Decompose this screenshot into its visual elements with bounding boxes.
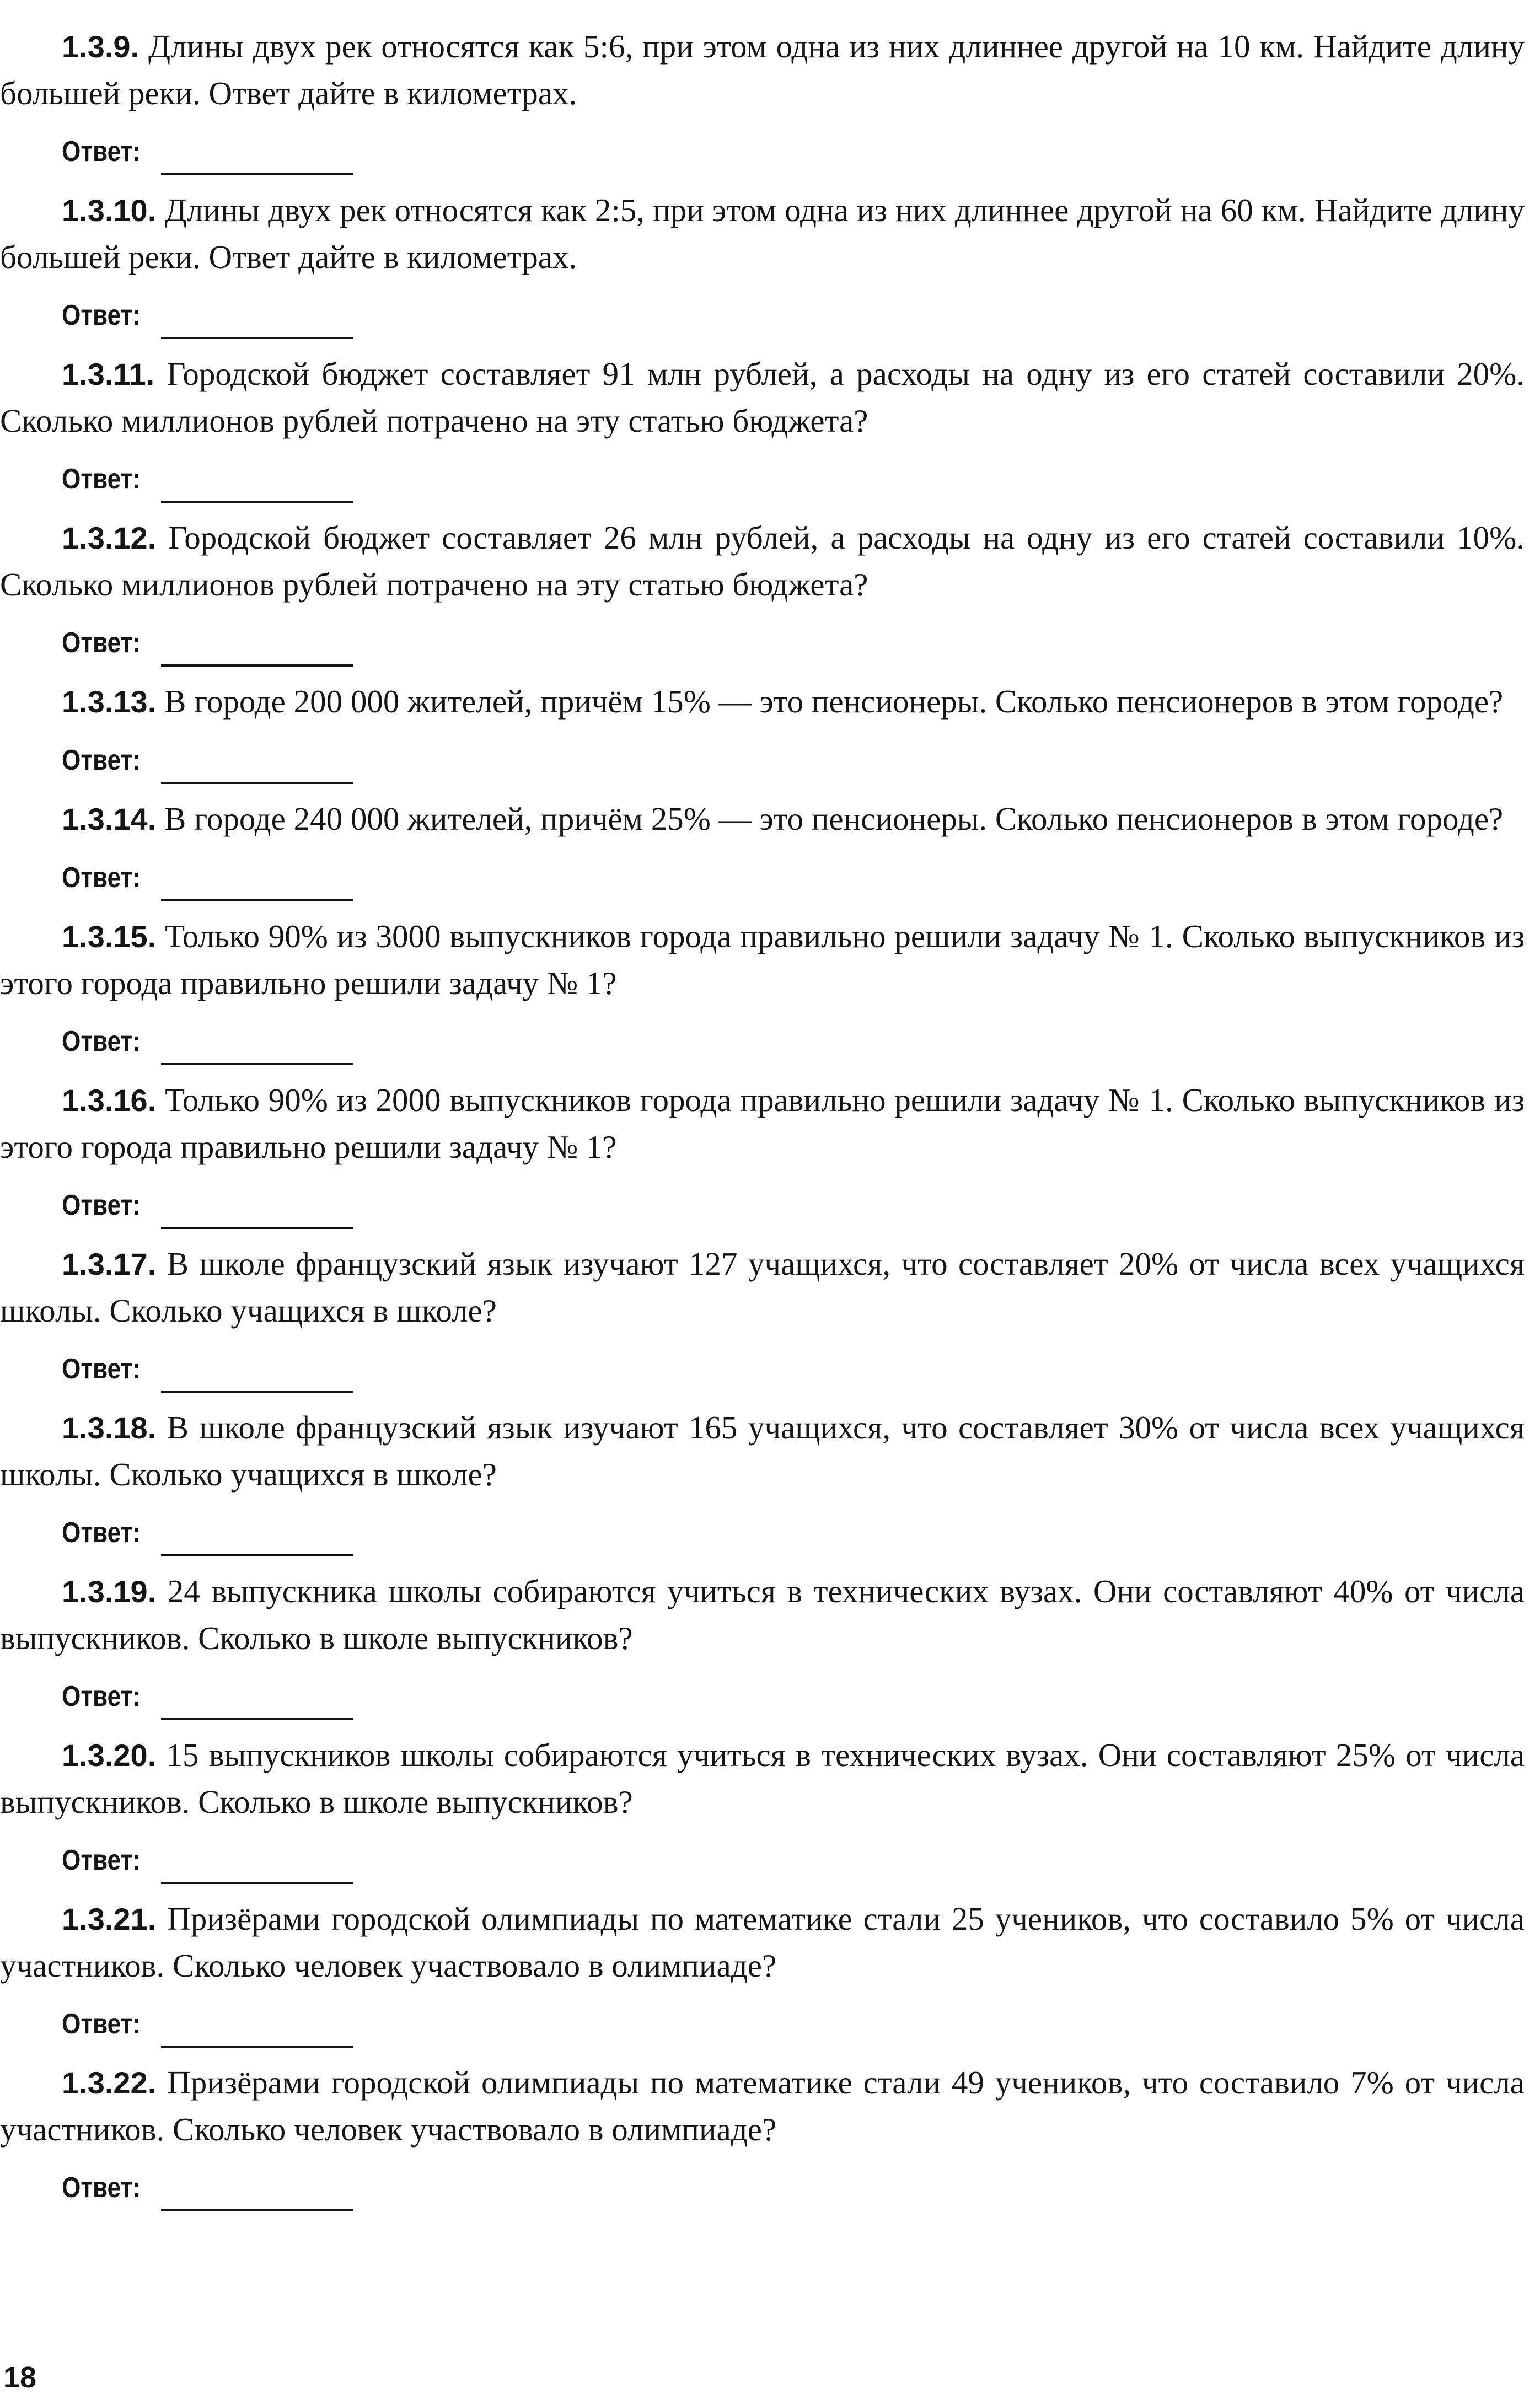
answer-blank[interactable] bbox=[161, 664, 353, 667]
answer-blank[interactable] bbox=[161, 1718, 353, 1720]
problem-text bbox=[0, 678, 1525, 725]
problem-text bbox=[0, 913, 1525, 1006]
problem-number: 1.3.19. bbox=[62, 1574, 157, 1609]
problem-list bbox=[0, 23, 1525, 2223]
problem-statement: В городе 240 000 жителей, причём 25% — это пенсионеры. Сколько пенсионеров в этом городе? bbox=[164, 801, 1504, 837]
page-number: 18 bbox=[3, 2361, 37, 2394]
problem-number: 1.3.22. bbox=[62, 2065, 157, 2100]
answer-label: Ответ: bbox=[62, 627, 141, 659]
answer-blank[interactable] bbox=[161, 1882, 353, 1884]
problem-statement: Городской бюджет составляет 91 млн рублей, а расходы на одну из его статей составили 20%. Сколько миллионов рублей потрачено на эту статью бюджета? bbox=[0, 356, 1525, 439]
answer-row bbox=[0, 842, 1525, 913]
problem-text bbox=[0, 514, 1525, 608]
problem-statement: 15 выпускников школы собираются учиться в технических вузах. Они составляют 25% от числа выпускников. Сколько в школе выпускников? bbox=[0, 1737, 1525, 1820]
answer-row bbox=[0, 1661, 1525, 1732]
problem-number: 1.3.10. bbox=[62, 193, 157, 228]
problem-1-3-22 bbox=[0, 2059, 1525, 2223]
problem-statement: В школе французский язык изучают 127 учащихся, что составляет 20% от числа всех учащихся школы. Сколько учащихся в школе? bbox=[0, 1246, 1525, 1329]
problem-1-3-19 bbox=[0, 1568, 1525, 1732]
answer-row bbox=[0, 444, 1525, 514]
problem-number: 1.3.12. bbox=[62, 520, 157, 555]
problem-1-3-16 bbox=[0, 1077, 1525, 1241]
problem-text bbox=[0, 1568, 1525, 1661]
problem-number: 1.3.9. bbox=[62, 29, 139, 64]
problem-statement: Городской бюджет составляет 26 млн рублей, а расходы на одну из его статей составили 10%. Сколько миллионов рублей потрачено на эту статью бюджета? bbox=[0, 519, 1525, 603]
problem-1-3-20 bbox=[0, 1732, 1525, 1896]
problem-number: 1.3.20. bbox=[62, 1738, 157, 1773]
problem-number: 1.3.13. bbox=[62, 684, 157, 719]
answer-row bbox=[0, 1497, 1525, 1568]
answer-label: Ответ: bbox=[62, 299, 141, 331]
answer-row bbox=[0, 1334, 1525, 1404]
answer-label: Ответ: bbox=[62, 1681, 141, 1713]
problem-text bbox=[0, 23, 1525, 116]
answer-row bbox=[0, 1170, 1525, 1241]
problem-1-3-18 bbox=[0, 1404, 1525, 1568]
answer-label: Ответ: bbox=[62, 2008, 141, 2040]
answer-blank[interactable] bbox=[161, 337, 353, 339]
answer-label: Ответ: bbox=[62, 1353, 141, 1385]
answer-label: Ответ: bbox=[62, 2172, 141, 2204]
problem-number: 1.3.16. bbox=[62, 1083, 157, 1118]
answer-row bbox=[0, 280, 1525, 351]
problem-text bbox=[0, 1077, 1525, 1170]
problem-text bbox=[0, 351, 1525, 444]
answer-row bbox=[0, 116, 1525, 187]
problem-text bbox=[0, 1896, 1525, 1989]
answer-blank[interactable] bbox=[161, 1391, 353, 1393]
answer-row bbox=[0, 1006, 1525, 1077]
answer-blank[interactable] bbox=[161, 501, 353, 503]
problem-statement: В школе французский язык изучают 165 учащихся, что составляет 30% от числа всех учащихся школы. Сколько учащихся в школе? bbox=[0, 1409, 1525, 1493]
problem-text bbox=[0, 1241, 1525, 1334]
answer-label: Ответ: bbox=[62, 1189, 141, 1221]
problem-statement: Длины двух рек относятся как 5:6, при этом одна из них длиннее другой на 10 км. Найдите длину большей реки. Ответ дайте в километрах. bbox=[0, 28, 1525, 111]
problem-statement: Только 90% из 2000 выпускников города правильно решили задачу № 1. Сколько выпускников из этого города правильно решили задачу № 1? bbox=[0, 1082, 1525, 1165]
answer-blank[interactable] bbox=[161, 1554, 353, 1556]
problem-statement: Призёрами городской олимпиады по математике стали 25 учеников, что составило 5% от числа участников. Сколько человек участвовало в олимпиаде? bbox=[0, 1901, 1525, 1984]
problem-1-3-9 bbox=[0, 23, 1525, 187]
problem-number: 1.3.15. bbox=[62, 919, 157, 954]
answer-label: Ответ: bbox=[62, 463, 141, 495]
problem-text bbox=[0, 2059, 1525, 2152]
answer-row bbox=[0, 725, 1525, 796]
problem-text bbox=[0, 1732, 1525, 1825]
answer-row bbox=[0, 1825, 1525, 1896]
problem-number: 1.3.18. bbox=[62, 1410, 157, 1445]
problem-number: 1.3.14. bbox=[62, 802, 157, 836]
problem-text bbox=[0, 187, 1525, 280]
answer-label: Ответ: bbox=[62, 1844, 141, 1876]
answer-blank[interactable] bbox=[161, 2209, 353, 2211]
problem-1-3-11 bbox=[0, 351, 1525, 514]
problem-number: 1.3.11. bbox=[62, 357, 155, 391]
answer-blank[interactable] bbox=[161, 2046, 353, 2048]
problem-text bbox=[0, 796, 1525, 842]
answer-label: Ответ: bbox=[62, 1517, 141, 1549]
problem-number: 1.3.21. bbox=[62, 1902, 157, 1936]
answer-blank[interactable] bbox=[161, 782, 353, 784]
answer-label: Ответ: bbox=[62, 1026, 141, 1057]
answer-label: Ответ: bbox=[62, 136, 141, 168]
problem-statement: Только 90% из 3000 выпускников города правильно решили задачу № 1. Сколько выпускников из этого города правильно решили задачу № 1? bbox=[0, 918, 1525, 1001]
problem-1-3-12 bbox=[0, 514, 1525, 678]
problem-statement: Длины двух рек относятся как 2:5, при этом одна из них длиннее другой на 60 км. Найдите длину большей реки. Ответ дайте в километрах. bbox=[0, 192, 1525, 275]
problem-1-3-15 bbox=[0, 913, 1525, 1077]
problem-statement: В городе 200 000 жителей, причём 15% — это пенсионеры. Сколько пенсионеров в этом городе? bbox=[164, 683, 1504, 720]
answer-blank[interactable] bbox=[161, 173, 353, 175]
problem-statement: Призёрами городской олимпиады по математике стали 49 учеников, что составило 7% от числа участников. Сколько человек участвовало в олимпиаде? bbox=[0, 2064, 1525, 2148]
problem-1-3-17 bbox=[0, 1241, 1525, 1404]
answer-label: Ответ: bbox=[62, 744, 141, 776]
problem-1-3-10 bbox=[0, 187, 1525, 351]
problem-text bbox=[0, 1404, 1525, 1497]
answer-label: Ответ: bbox=[62, 862, 141, 894]
answer-blank[interactable] bbox=[161, 1227, 353, 1229]
answer-blank[interactable] bbox=[161, 899, 353, 901]
problem-1-3-14 bbox=[0, 796, 1525, 913]
answer-row bbox=[0, 608, 1525, 678]
problem-number: 1.3.17. bbox=[62, 1247, 157, 1281]
problem-statement: 24 выпускника школы собираются учиться в технических вузах. Они составляют 40% от числа выпускников. Сколько в школе выпускников? bbox=[0, 1573, 1525, 1656]
answer-row bbox=[0, 2152, 1525, 2223]
problem-1-3-13 bbox=[0, 678, 1525, 796]
problem-1-3-21 bbox=[0, 1896, 1525, 2059]
answer-blank[interactable] bbox=[161, 1063, 353, 1065]
answer-row bbox=[0, 1989, 1525, 2059]
